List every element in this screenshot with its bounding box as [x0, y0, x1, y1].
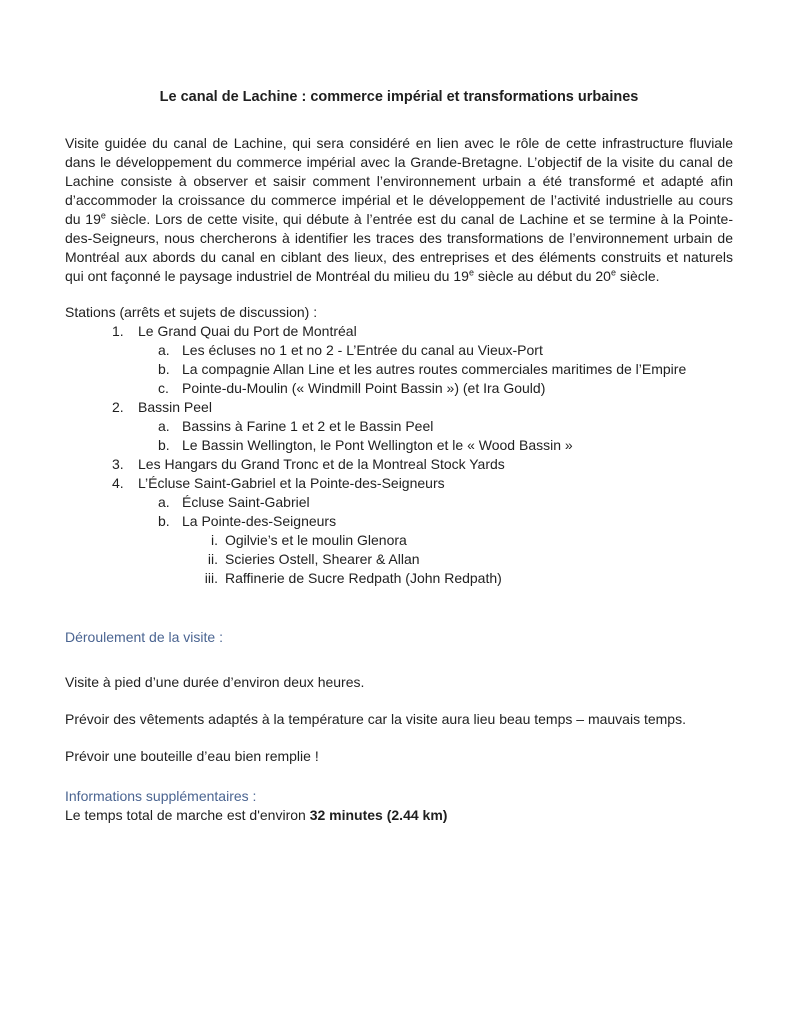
- station-list-item: [65, 436, 733, 455]
- list-text: Raffinerie de Sucre Redpath (John Redpath): [225, 570, 502, 586]
- list-marker: 3.: [112, 456, 124, 472]
- list-marker: b.: [158, 513, 170, 529]
- water-bottle-paragraph: Prévoir une bouteille d’eau bien remplie !: [65, 748, 319, 764]
- station-list-item: [65, 512, 733, 531]
- list-marker: i.: [211, 532, 218, 548]
- station-list-item: [65, 569, 733, 588]
- superscript-ordinal: e: [468, 267, 474, 278]
- superscript-ordinal: e: [100, 210, 106, 221]
- stations-list: [65, 322, 733, 588]
- document-title: Le canal de Lachine : commerce impérial et transformations urbaines: [159, 89, 639, 105]
- text-run: siècle.: [615, 268, 660, 284]
- list-marker: a.: [158, 418, 170, 434]
- superscript-ordinal: e: [610, 267, 616, 278]
- station-list-item: [65, 379, 733, 398]
- station-list-item: [65, 474, 733, 493]
- station-list-item: [65, 531, 733, 550]
- station-list-item: [65, 493, 733, 512]
- walking-time-value: 32 minutes (2.44 km): [309, 807, 448, 823]
- list-text: Écluse Saint-Gabriel: [182, 494, 310, 510]
- list-marker: a.: [158, 494, 170, 510]
- station-list-item: [65, 398, 733, 417]
- walking-time-text: Le temps total de marche est d'environ: [65, 807, 310, 823]
- walking-time-line: [65, 806, 733, 825]
- list-marker: 2.: [112, 399, 124, 415]
- list-text: L’Écluse Saint-Gabriel et la Pointe-des-Seigneurs: [138, 475, 445, 491]
- station-list-item: [65, 360, 733, 379]
- informations-heading: Informations supplémentaires :: [65, 788, 257, 804]
- list-marker: 4.: [112, 475, 124, 491]
- list-marker: a.: [158, 342, 170, 358]
- text-run: Visite guidée du canal de Lachine, qui sera considéré en lien avec le rôle de cette infrastructure fluviale dans le développement du commerce impérial avec la Grande-Bretagne. L’objectif de la visite du canal de Lachine consiste à observer et saisir comment l’environnement urbain a été transformé et adapté afin d’accommoder la croissance du commerce impérial et le développement de l’activité industrielle au cours du 19: [65, 135, 733, 227]
- list-marker: 1.: [112, 323, 124, 339]
- station-list-item: [65, 322, 733, 341]
- station-list-item: [65, 550, 733, 569]
- list-text: Le Grand Quai du Port de Montréal: [138, 323, 357, 339]
- list-marker: b.: [158, 437, 170, 453]
- station-list-item: [65, 455, 733, 474]
- list-text: Bassins à Farine 1 et 2 et le Bassin Peel: [182, 418, 434, 434]
- list-text: Pointe-du-Moulin (« Windmill Point Bassin ») (et Ira Gould): [182, 380, 546, 396]
- list-marker: iii.: [204, 570, 218, 586]
- list-text: Ogilvie’s et le moulin Glenora: [225, 532, 407, 548]
- list-text: Le Bassin Wellington, le Pont Wellington et le « Wood Bassin »: [182, 437, 573, 453]
- clothing-paragraph: Prévoir des vêtements adaptés à la température car la visite aura lieu beau temps – mauvais temps.: [65, 711, 686, 727]
- list-text: Les écluses no 1 et no 2 - L’Entrée du canal au Vieux-Port: [182, 342, 543, 358]
- list-marker: c.: [158, 380, 169, 396]
- list-text: Bassin Peel: [138, 399, 212, 415]
- intro-paragraph: [65, 134, 733, 286]
- list-text: Les Hangars du Grand Tronc et de la Montreal Stock Yards: [138, 456, 505, 472]
- list-marker: b.: [158, 361, 170, 377]
- list-text: La compagnie Allan Line et les autres routes commerciales maritimes de l’Empire: [182, 361, 687, 377]
- stations-heading: Stations (arrêts et sujets de discussion) :: [65, 304, 318, 320]
- station-list-item: [65, 417, 733, 436]
- deroulement-heading: Déroulement de la visite :: [65, 629, 223, 645]
- text-run: siècle au début du 20: [473, 268, 611, 284]
- list-marker: ii.: [207, 551, 218, 567]
- list-text: La Pointe-des-Seigneurs: [182, 513, 337, 529]
- text-run: siècle. Lors de cette visite, qui débute à l’entrée est du canal de Lachine et se termine à la Pointe-des-Seigneurs, nous chercherons à identifier les traces des transformations de l’environnement urbain de Montréal aux abords du canal en ciblant des lieux, des entreprises et des éléments construits et naturels qui ont façonné le paysage industriel de Montréal du milieu du 19: [65, 211, 733, 284]
- list-text: Scieries Ostell, Shearer & Allan: [225, 551, 420, 567]
- duration-paragraph: Visite à pied d’une durée d’environ deux heures.: [65, 674, 365, 690]
- station-list-item: [65, 341, 733, 360]
